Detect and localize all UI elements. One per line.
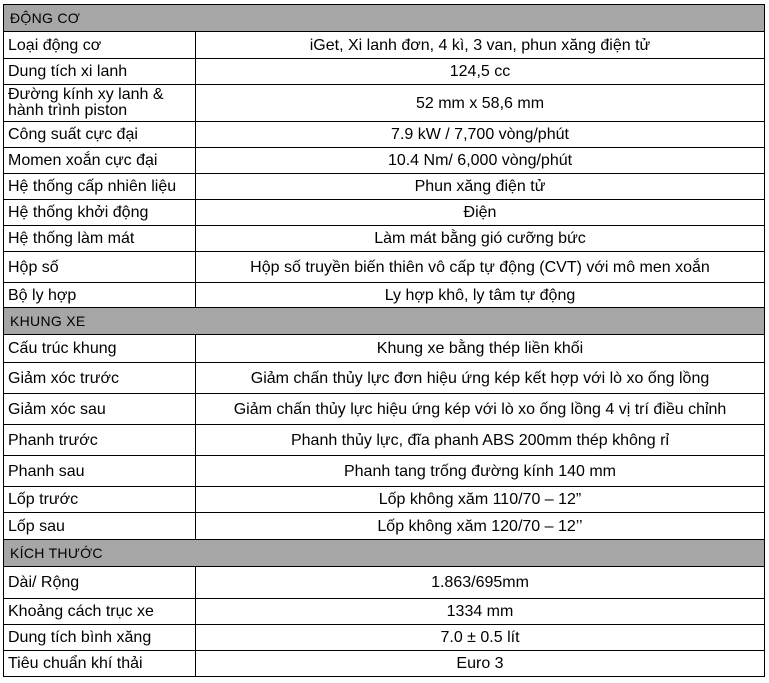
row-label: Lốp sau [4,513,196,540]
row-value: 1334 mm [196,599,765,625]
row-label: Cấu trúc khung [4,335,196,363]
table-row [4,226,765,252]
table-row [4,174,765,200]
table-row [4,252,765,283]
table-row [4,122,765,148]
row-value: 124,5 cc [196,59,765,85]
table-row [4,487,765,513]
row-label: Hệ thống cấp nhiên liệu [4,174,196,200]
table-row [4,513,765,540]
table-row [4,335,765,363]
row-value: iGet, Xi lanh đơn, 4 kì, 3 van, phun xăng điện tử [196,32,765,59]
section-header-dimensions [4,540,765,567]
row-value: Lốp không xăm 110/70 – 12” [196,487,765,513]
section-title: KHUNG XE [4,308,765,335]
row-label: Bộ ly hợp [4,283,196,308]
table-row [4,200,765,226]
row-value: Euro 3 [196,651,765,677]
section-header-frame [4,308,765,335]
table-row [4,651,765,677]
row-label: Phanh trước [4,425,196,456]
table-row [4,425,765,456]
row-label: Giảm xóc trước [4,363,196,394]
row-label: Giảm xóc sau [4,394,196,425]
row-label: Loại động cơ [4,32,196,59]
row-label: Hộp số [4,252,196,283]
table-row [4,599,765,625]
row-label: Hệ thống khởi động [4,200,196,226]
row-label: Hệ thống làm mát [4,226,196,252]
row-value: Giảm chấn thủy lực đơn hiệu ứng kép kết hợp với lò xo ống lồng [196,363,765,394]
row-value: Phanh tang trống đường kính 140 mm [196,456,765,487]
row-value: 52 mm x 58,6 mm [196,85,765,122]
table-row [4,394,765,425]
spec-table [3,4,765,677]
row-value: Giảm chấn thủy lực hiệu ứng kép với lò xo ống lồng 4 vị trí điều chỉnh [196,394,765,425]
row-label: Khoảng cách trục xe [4,599,196,625]
row-label: Đường kính xy lanh & hành trình piston [4,85,196,122]
section-title: KÍCH THƯỚC [4,540,765,567]
row-value: 7.9 kW / 7,700 vòng/phút [196,122,765,148]
table-row [4,625,765,651]
row-value: 1.863/695mm [196,567,765,599]
row-value: 7.0 ± 0.5 lít [196,625,765,651]
row-value: Hộp số truyền biến thiên vô cấp tự động (CVT) với mô men xoắn [196,252,765,283]
row-label: Dung tích xi lanh [4,59,196,85]
section-title: ĐỘNG CƠ [4,5,765,32]
row-value: Lốp không xăm 120/70 – 12’’ [196,513,765,540]
row-label: Momen xoắn cực đại [4,148,196,174]
table-row [4,567,765,599]
row-label: Phanh sau [4,456,196,487]
row-value: Phanh thủy lực, đĩa phanh ABS 200mm thép không rỉ [196,425,765,456]
row-value: Phun xăng điện tử [196,174,765,200]
row-value: 10.4 Nm/ 6,000 vòng/phút [196,148,765,174]
table-row [4,456,765,487]
row-value: Ly hợp khô, ly tâm tự động [196,283,765,308]
table-row [4,148,765,174]
row-value: Khung xe bằng thép liền khối [196,335,765,363]
table-row [4,32,765,59]
row-label: Dung tích bình xăng [4,625,196,651]
row-value: Điện [196,200,765,226]
table-row [4,283,765,308]
row-label: Dài/ Rộng [4,567,196,599]
table-row [4,363,765,394]
row-value: Làm mát bằng gió cưỡng bức [196,226,765,252]
row-label: Công suất cực đại [4,122,196,148]
row-label: Lốp trước [4,487,196,513]
table-row [4,85,765,122]
row-label: Tiêu chuẩn khí thải [4,651,196,677]
section-header-engine [4,5,765,32]
table-row [4,59,765,85]
